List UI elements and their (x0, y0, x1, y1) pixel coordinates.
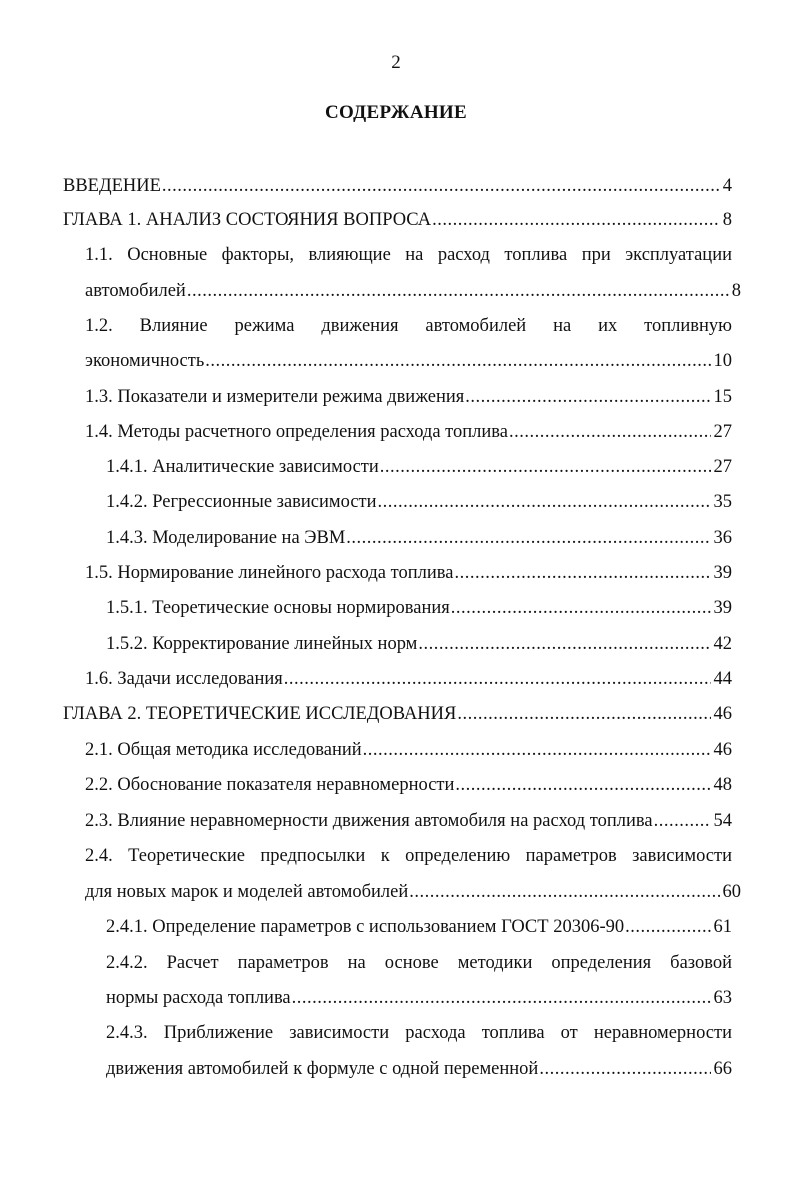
dot-leader (346, 528, 710, 549)
toc-entry-title: для новых марок и моделей автомобилей (85, 882, 409, 902)
toc-entry[interactable] (106, 917, 732, 938)
dot-leader (363, 740, 711, 761)
toc-entry[interactable] (85, 387, 732, 408)
toc-entry[interactable] (85, 811, 732, 832)
toc-entry-title: 1.6. Задачи исследования (85, 669, 283, 689)
toc-entry-page: 8 (722, 210, 732, 230)
toc-entry-page: 27 (713, 422, 732, 442)
toc-entry[interactable] (85, 882, 741, 903)
toc-entry-title: ВВЕДЕНИЕ (63, 176, 161, 196)
toc-entry-title: ГЛАВА 2. ТЕОРЕТИЧЕСКИЕ ИССЛЕДОВАНИЯ (63, 704, 457, 724)
dot-leader (451, 598, 711, 619)
dot-leader (539, 1059, 710, 1080)
dot-leader (654, 811, 711, 832)
toc-entry-title: 1.3. Показатели и измерители режима движения (85, 387, 465, 407)
toc-entry-title: автомобилей (85, 281, 186, 301)
toc-entry-page: 46 (713, 704, 732, 724)
toc-entry[interactable] (106, 988, 732, 1009)
toc-entry[interactable] (85, 669, 732, 690)
dot-leader (455, 775, 710, 796)
toc-entry[interactable] (85, 351, 732, 372)
toc-entry[interactable] (106, 492, 732, 513)
toc-entry-title: 2.1. Общая методика исследований (85, 740, 362, 760)
toc-entry-first-line: 2.4. Теоретические предпосылки к определению параметров зависимости (85, 846, 732, 866)
toc-entry-page: 36 (713, 528, 732, 548)
toc-entry-title: 1.5.1. Теоретические основы нормирования (106, 598, 450, 618)
dot-leader (454, 563, 710, 584)
toc-entry-title: 1.4.2. Регрессионные зависимости (106, 492, 377, 512)
toc-entry-page: 39 (713, 563, 732, 583)
toc-entry-page: 8 (731, 281, 741, 301)
toc-entry-page: 39 (713, 598, 732, 618)
dot-leader (465, 387, 710, 408)
page-number: 2 (391, 52, 401, 73)
toc-entry-title: 1.5.2. Корректирование линейных норм (106, 634, 418, 654)
toc-entry-title: нормы расхода топлива (106, 988, 291, 1008)
toc-entry[interactable] (63, 704, 732, 725)
toc-entry[interactable] (106, 457, 732, 478)
toc-entry[interactable] (85, 281, 741, 302)
toc-entry-page: 60 (722, 882, 741, 902)
toc-entry-page: 61 (713, 917, 732, 937)
toc-entry-first-line: 1.1. Основные факторы, влияющие на расход топлива при эксплуатации (85, 245, 732, 265)
toc-entry-title: 1.4. Методы расчетного определения расхода топлива (85, 422, 509, 442)
toc-entry-title: движения автомобилей к формуле с одной переменной (106, 1059, 539, 1079)
toc-entry-first-line: 2.4.2. Расчет параметров на основе методики определения базовой (106, 953, 732, 973)
toc-entry-title: 2.3. Влияние неравномерности движения автомобиля на расход топлива (85, 811, 653, 831)
toc-entry[interactable] (85, 740, 732, 761)
toc-entry-page: 66 (713, 1059, 732, 1079)
dot-leader (418, 634, 710, 655)
toc-entry[interactable] (85, 563, 732, 584)
toc-entry-title: ГЛАВА 1. АНАЛИЗ СОСТОЯНИЯ ВОПРОСА (63, 210, 432, 230)
toc-entry[interactable] (106, 528, 732, 549)
toc-entry-title: экономичность (85, 351, 205, 371)
toc-entry-title: 1.4.3. Моделирование на ЭВМ (106, 528, 346, 548)
toc-entry-page: 4 (722, 176, 732, 196)
dot-leader (509, 422, 710, 443)
toc-entry-title: 1.4.1. Аналитические зависимости (106, 457, 379, 477)
toc-entry[interactable] (106, 634, 732, 655)
toc-entry[interactable] (106, 1059, 732, 1080)
dot-leader (378, 492, 711, 513)
toc-entry[interactable] (63, 176, 732, 197)
toc-entry-title: 1.5. Нормирование линейного расхода топлива (85, 563, 454, 583)
toc-entry-page: 54 (713, 811, 732, 831)
toc-entry-page: 27 (713, 457, 732, 477)
toc-entry-page: 44 (713, 669, 732, 689)
toc-entry-page: 10 (713, 351, 732, 371)
dot-leader (409, 882, 719, 903)
dot-leader (432, 210, 720, 231)
toc-entry-page: 35 (713, 492, 732, 512)
toc-entry-title: 2.4.1. Определение параметров с использованием ГОСТ 20306-90 (106, 917, 625, 937)
toc-entry[interactable] (63, 210, 732, 231)
toc-entry-page: 63 (713, 988, 732, 1008)
toc-entry-first-line: 1.2. Влияние режима движения автомобилей на их топливную (85, 316, 732, 336)
toc-entry-first-line: 2.4.3. Приближение зависимости расхода топлива от неравномерности (106, 1023, 732, 1043)
toc-entry[interactable] (85, 775, 732, 796)
dot-leader (205, 351, 710, 372)
dot-leader (380, 457, 711, 478)
dot-leader (162, 176, 720, 197)
toc-entry[interactable] (85, 422, 732, 443)
toc-entry-page: 42 (713, 634, 732, 654)
toc-entry-title: 2.2. Обоснование показателя неравномерности (85, 775, 455, 795)
dot-leader (457, 704, 710, 725)
toc-entry-page: 15 (713, 387, 732, 407)
dot-leader (625, 917, 710, 938)
dot-leader (292, 988, 711, 1009)
toc-entry-page: 46 (713, 740, 732, 760)
toc-entry-page: 48 (713, 775, 732, 795)
page-title: СОДЕРЖАНИЕ (325, 102, 467, 123)
dot-leader (187, 281, 729, 302)
dot-leader (284, 669, 711, 690)
toc-entry[interactable] (106, 598, 732, 619)
